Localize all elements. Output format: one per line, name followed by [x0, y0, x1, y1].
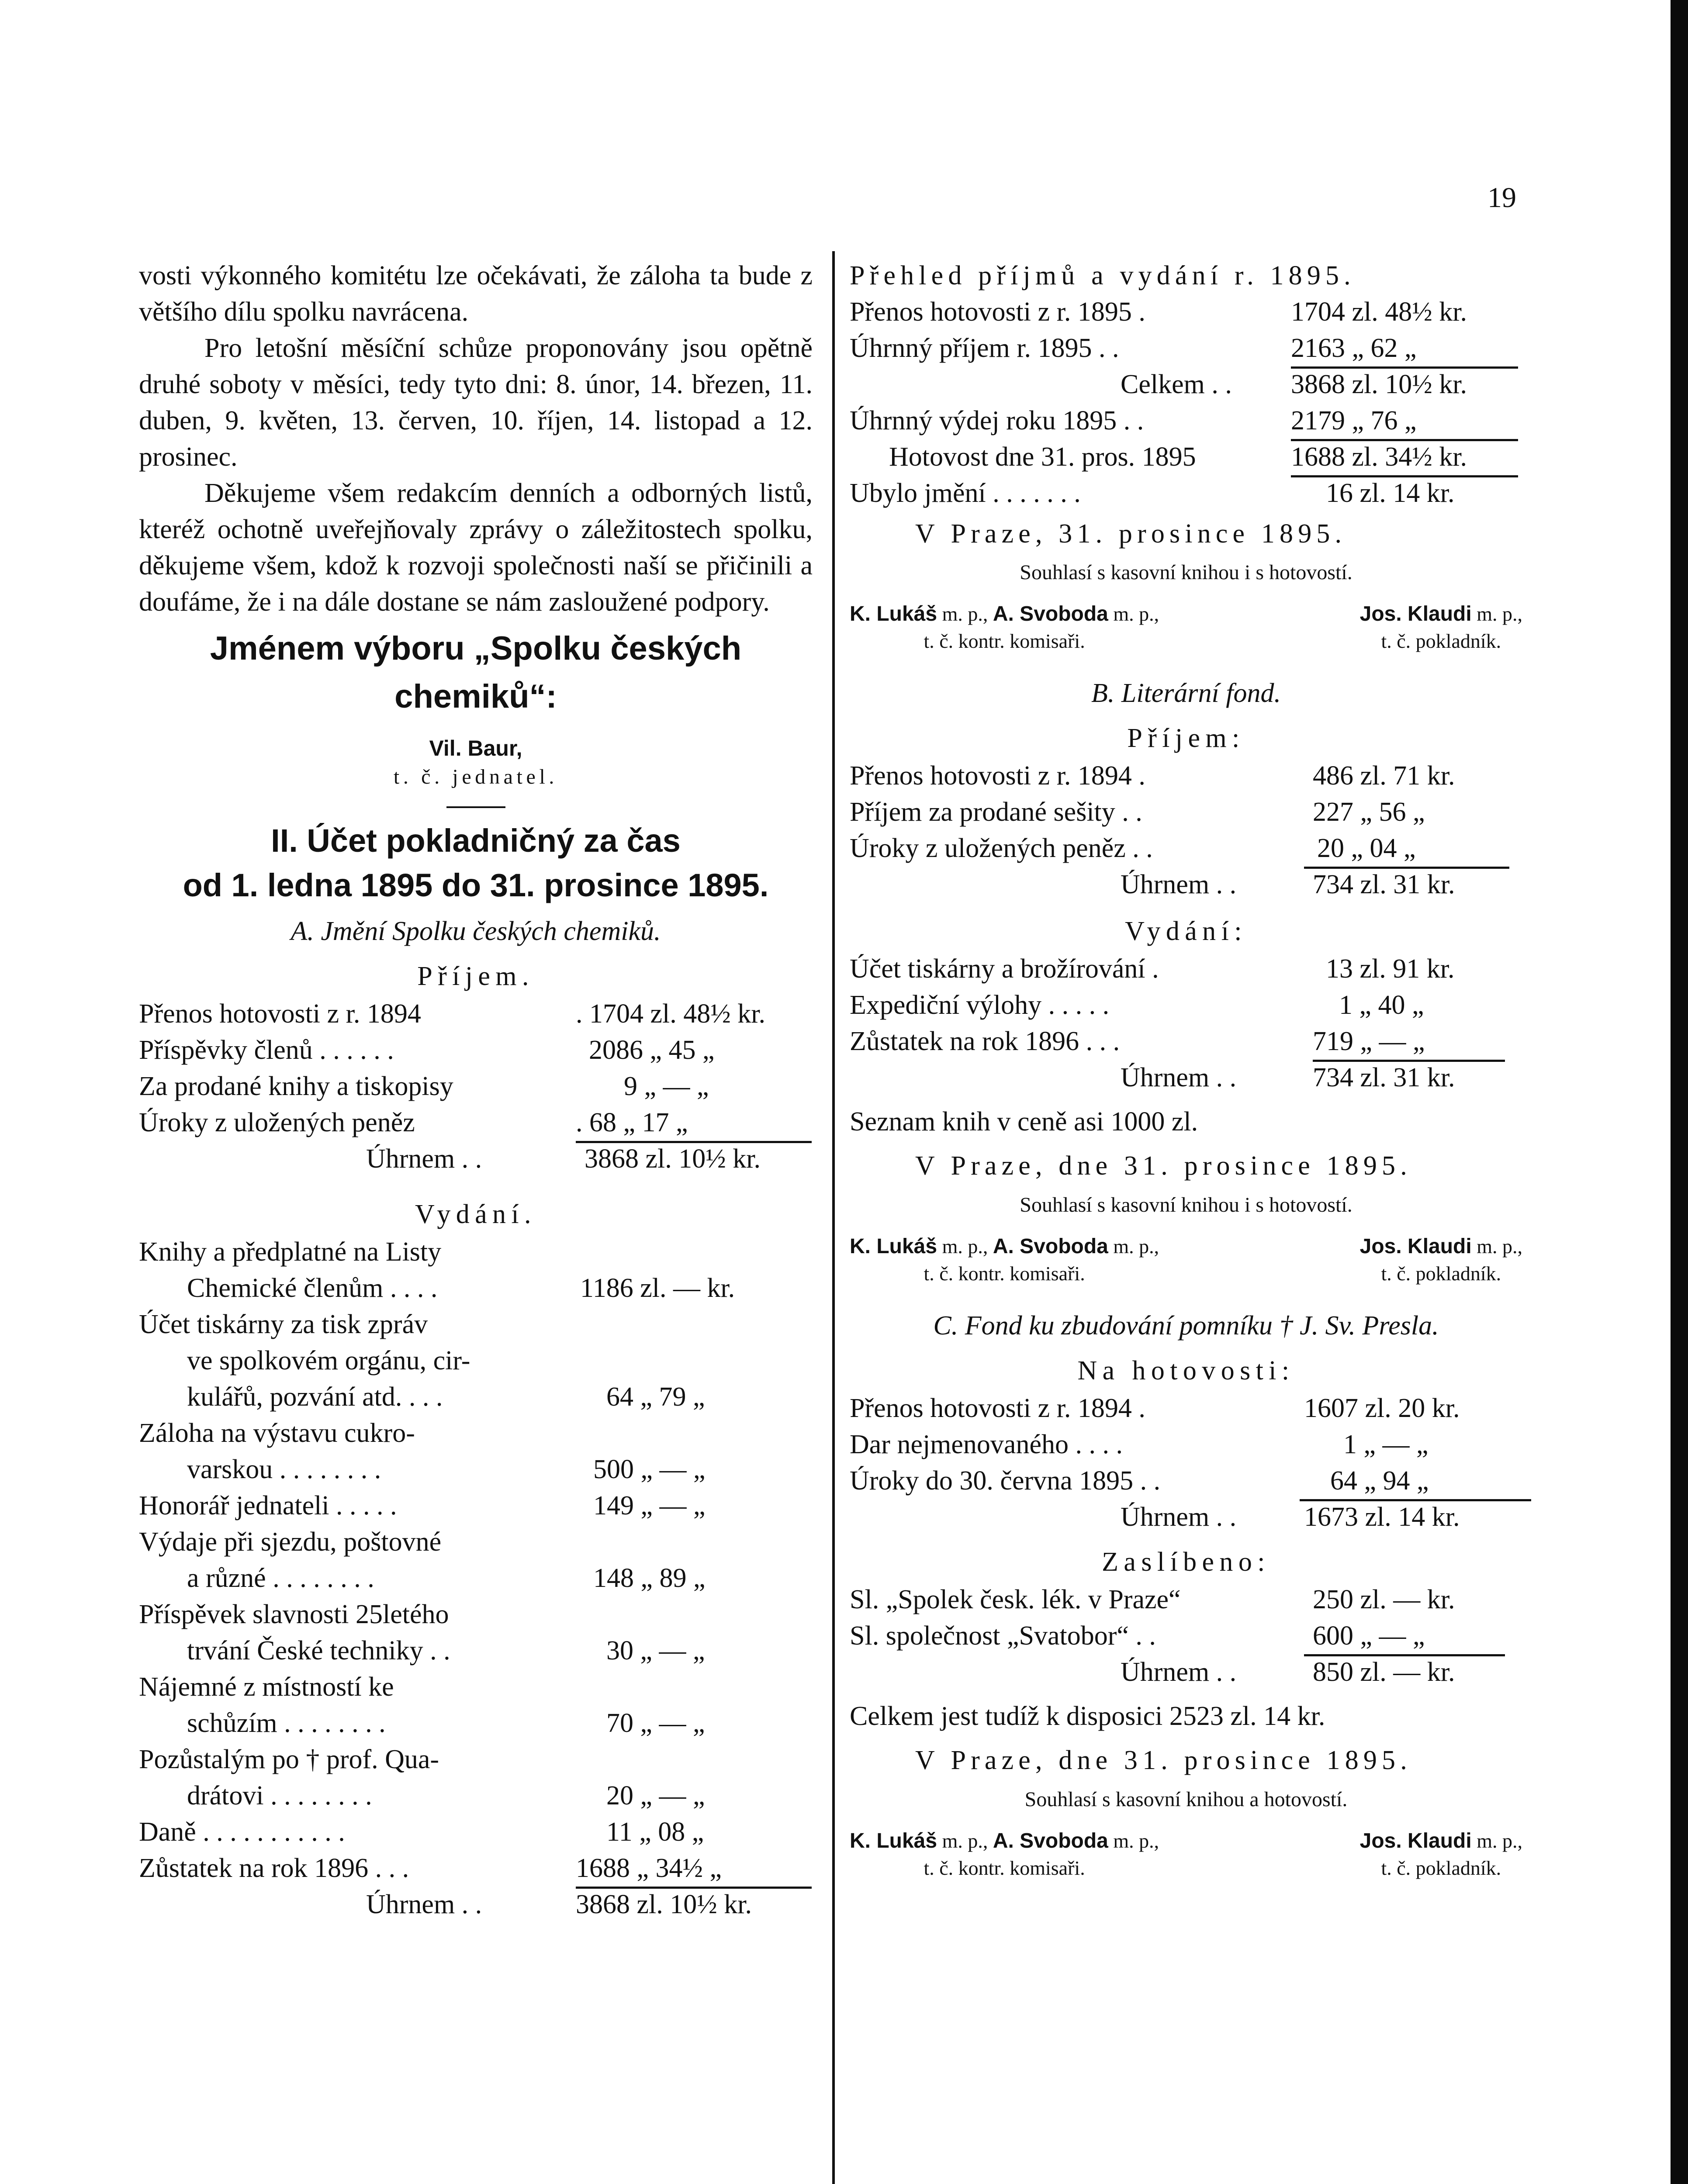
signer	[850, 601, 1159, 655]
expense-amount: 500 „ — „	[593, 1455, 706, 1484]
expense-heading: Vydání.	[415, 1199, 536, 1229]
signer	[1360, 1828, 1522, 1882]
b-income-amount: 20 „ 04 „	[1304, 830, 1509, 869]
agree-note-2: Souhlasí s kasovní knihou i s hotovostí.	[1020, 1193, 1352, 1216]
signature-heading: Jménem výboru „Spolku českých chemiků“:	[210, 630, 742, 715]
c-cash-amount: 1607 zl. 20 kr.	[1304, 1393, 1460, 1423]
date-1: V Praze, 31. prosince 1895.	[915, 519, 1347, 549]
signer	[850, 1233, 1159, 1287]
expense-row	[139, 1814, 813, 1850]
income-row	[139, 1032, 813, 1068]
right-column	[850, 258, 1522, 1882]
subsection-b-title: B. Literární fond.	[1091, 678, 1281, 708]
income-total-label: Úhrnem . .	[366, 1144, 482, 1174]
b-expense-row	[850, 987, 1522, 1023]
income-total-row	[139, 1141, 813, 1177]
expense-amount: 149 „ — „	[593, 1491, 706, 1521]
expense-row	[139, 1415, 813, 1451]
overview-amount: 3868 zl. 10½ kr.	[1291, 370, 1467, 399]
scan-edge	[1671, 0, 1688, 2184]
agree-note-1: Souhlasí s kasovní knihou i s hotovostí.	[1020, 561, 1352, 584]
b-income-heading: Příjem:	[1127, 723, 1245, 753]
left-column	[139, 258, 813, 1923]
b-expense-heading: Vydání:	[1125, 916, 1247, 946]
overview-row	[850, 294, 1522, 330]
b-income-label: Úroky z uložených peněz . .	[850, 833, 1153, 863]
overview-label: Hotovost dne 31. pros. 1895	[889, 442, 1196, 472]
c-cash-label: Úhrnem . .	[1121, 1502, 1237, 1532]
signer-role: t. č. kontr. komisaři.	[924, 1857, 1085, 1879]
c-cash-heading: Na hotovosti:	[1077, 1356, 1295, 1386]
signer-role: t. č. pokladník.	[1381, 630, 1501, 652]
c-cash-amount: 1 „ — „	[1343, 1430, 1429, 1459]
expense-row	[139, 1597, 813, 1633]
b-expense-row	[850, 951, 1522, 987]
signer-name: A. Svoboda	[993, 1829, 1108, 1852]
expense-row	[139, 1778, 813, 1814]
expense-row	[139, 1524, 813, 1560]
expense-label: trvání České techniky . .	[187, 1636, 450, 1666]
c-cash-label: Přenos hotovosti z r. 1894 .	[850, 1393, 1145, 1423]
income-label: Přenos hotovosti z r. 1894	[139, 999, 421, 1029]
c-pledged-total-row	[850, 1654, 1522, 1690]
expense-row	[139, 1633, 813, 1669]
expense-amount: 1688 „ 34½ „	[576, 1850, 812, 1889]
b-expense-amount: 13 zl. 91 kr.	[1326, 954, 1455, 984]
expense-row	[139, 1488, 813, 1524]
signer-name: K. Lukáš	[850, 1235, 937, 1258]
b-income-label: Přenos hotovosti z r. 1894 .	[850, 761, 1145, 791]
overview-row	[850, 366, 1522, 403]
expense-label: Záloha na výstavu cukro-	[139, 1418, 415, 1448]
income-row	[139, 1105, 813, 1141]
overview-label: Úhrnný příjem r. 1895 . .	[850, 333, 1119, 363]
c-pledged-amount: 250 zl. — kr.	[1313, 1585, 1455, 1614]
signer-name: A. Svoboda	[993, 602, 1108, 625]
c-cash-label: Dar nejmenovaného . . . .	[850, 1430, 1123, 1459]
signer-suffix: m. p.,	[1477, 603, 1522, 625]
c-pledged-amount: 850 zl. — kr.	[1313, 1657, 1455, 1687]
income-amount: . 68 „ 17 „	[576, 1105, 812, 1143]
signer-name: K. Lukáš	[850, 602, 937, 625]
signer-suffix: m. p.,	[1477, 1830, 1522, 1852]
expense-row	[139, 1270, 813, 1306]
overview-label: Přenos hotovosti z r. 1895 .	[850, 297, 1145, 327]
income-amount: 9 „ — „	[624, 1071, 709, 1101]
expense-amount: 20 „ — „	[606, 1781, 705, 1811]
expense-row	[139, 1705, 813, 1742]
c-cash-amount: 64 „ 94 „	[1300, 1463, 1531, 1501]
signer-role: t. č. kontr. komisaři.	[924, 1262, 1085, 1285]
subsection-a-title: A. Jmění Spolku českých chemiků.	[291, 916, 661, 946]
overview-row	[850, 439, 1522, 475]
c-cash-row	[850, 1427, 1522, 1463]
signer-suffix: m. p.,	[942, 603, 988, 625]
expense-row	[139, 1379, 813, 1415]
c-pledged-heading: Zaslíbeno:	[1102, 1547, 1270, 1577]
income-label: Za prodané knihy a tiskopisy	[139, 1071, 453, 1101]
expense-amount: 1186 zl. — kr.	[580, 1273, 735, 1303]
section-title-2: od 1. ledna 1895 do 31. prosince 1895.	[183, 867, 769, 903]
expense-row	[139, 1560, 813, 1597]
expense-row	[139, 1234, 813, 1270]
c-cash-row	[850, 1463, 1522, 1499]
b-expense-label: Expediční výlohy . . . . .	[850, 990, 1110, 1020]
expense-amount: 30 „ — „	[606, 1636, 705, 1666]
expense-row	[139, 1343, 813, 1379]
b-income-label: Úhrnem . .	[1121, 870, 1237, 899]
c-pledged-row	[850, 1582, 1522, 1618]
b-expense-label: Účet tiskárny a brožírování .	[850, 954, 1159, 984]
section-title-1: II. Účet pokladničný za čas	[271, 822, 681, 859]
books-note: Seznam knih v ceně asi 1000 zl.	[850, 1107, 1198, 1137]
signer-role: t. č. kontr. komisaři.	[924, 630, 1085, 652]
signer	[1360, 1233, 1522, 1287]
expense-label: ve spolkovém orgánu, cir-	[187, 1346, 470, 1375]
signer-role: t. č. jednatel.	[393, 765, 558, 788]
expense-label: kulářů, pozvání atd. . . .	[187, 1382, 443, 1412]
expense-label: Zůstatek na rok 1896 . . .	[139, 1853, 409, 1883]
b-expense-label: Zůstatek na rok 1896 . . .	[850, 1026, 1120, 1056]
agree-note-3: Souhlasí s kasovní knihou a hotovostí.	[1024, 1788, 1348, 1811]
expense-amount: 148 „ 89 „	[593, 1563, 706, 1593]
paragraph-2: Pro letošní měsíční schůze proponovány jsou opětně druhé soboty v měsíci, tedy tyto dni: 8. únor, 14. březen, 11. duben, 9. květen, 13. červen, 10. říjen, 14. listopad a 12. prosinec.	[139, 333, 813, 472]
expense-label: varskou . . . . . . . .	[187, 1455, 381, 1484]
expense-label: Výdaje při sjezdu, poštovné	[139, 1527, 442, 1557]
income-label: Příspěvky členů . . . . . .	[139, 1035, 394, 1065]
overview-amount: 1688 zl. 34½ kr.	[1291, 439, 1518, 477]
overview-row	[850, 475, 1522, 511]
signer	[1360, 601, 1522, 655]
column-divider	[832, 251, 835, 2184]
b-income-amount: 734 zl. 31 kr.	[1313, 870, 1455, 899]
income-amount: . 1704 zl. 48½ kr.	[576, 999, 765, 1029]
expense-label: Daně . . . . . . . . . . .	[139, 1817, 345, 1847]
signer-name: Vil. Baur,	[429, 736, 522, 760]
overview-amount: 2163 „ 62 „	[1291, 330, 1518, 369]
c-available: Celkem jest tudíž k disposici 2523 zl. 14 kr.	[850, 1701, 1325, 1731]
b-income-row	[850, 794, 1522, 830]
c-cash-row	[850, 1390, 1522, 1427]
signer-name: Jos. Klaudi	[1359, 602, 1472, 625]
date-2: V Praze, dne 31. prosince 1895.	[915, 1151, 1412, 1181]
c-pledged-row	[850, 1618, 1522, 1654]
paragraph-1: vosti výkonného komitétu lze očekávati, že záloha ta bude z většího dílu spolku navrácena.	[139, 261, 813, 327]
b-expense-amount: 719 „ — „	[1313, 1023, 1505, 1062]
signer-suffix: m. p.,	[942, 1235, 988, 1258]
expense-amount: 70 „ — „	[606, 1708, 705, 1738]
overview-row	[850, 403, 1522, 439]
signer-role: t. č. pokladník.	[1381, 1262, 1501, 1285]
expense-label: Účet tiskárny za tisk zpráv	[139, 1310, 428, 1339]
expense-row	[139, 1451, 813, 1488]
expense-label: Honorář jednateli . . . . .	[139, 1491, 397, 1521]
expense-total: 3868 zl. 10½ kr.	[576, 1890, 752, 1919]
signer-suffix: m. p.,	[1477, 1235, 1522, 1258]
expense-label: Knihy a předplatné na Listy	[139, 1237, 442, 1267]
signer-name: A. Svoboda	[993, 1235, 1108, 1258]
overview-label: Celkem . .	[1121, 370, 1232, 399]
signer-block	[139, 734, 813, 791]
income-row	[139, 1068, 813, 1105]
overview-amount: 16 zl. 14 kr.	[1326, 478, 1455, 508]
expense-total-label: Úhrnem . .	[366, 1890, 482, 1919]
b-income-amount: 227 „ 56 „	[1313, 797, 1425, 827]
expense-amount: 64 „ 79 „	[606, 1382, 705, 1412]
b-expense-row	[850, 1023, 1522, 1060]
expense-label: Příspěvek slavnosti 25letého	[139, 1600, 449, 1629]
b-income-amount: 486 zl. 71 kr.	[1313, 761, 1455, 791]
expense-row	[139, 1306, 813, 1343]
b-expense-label: Úhrnem . .	[1121, 1063, 1237, 1092]
expense-label: schůzím . . . . . . . .	[187, 1708, 386, 1738]
c-cash-total-row	[850, 1499, 1522, 1535]
overview-amount: 2179 „ 76 „	[1291, 403, 1518, 441]
overview-row	[850, 330, 1522, 366]
income-total: 3868 zl. 10½ kr.	[585, 1144, 761, 1174]
overview-amount: 1704 zl. 48½ kr.	[1291, 297, 1467, 327]
signer-name: Jos. Klaudi	[1359, 1235, 1472, 1258]
subsection-c-title: C. Fond ku zbudování pomníku † J. Sv. Presla.	[933, 1311, 1439, 1341]
expense-label: Chemické členům . . . .	[187, 1273, 438, 1303]
overview-heading: Přehled příjmů a vydání r. 1895.	[850, 261, 1356, 290]
overview-label: Ubylo jmění . . . . . . .	[850, 478, 1081, 508]
expense-row	[139, 1669, 813, 1705]
overview-label: Úhrnný výdej roku 1895 . .	[850, 406, 1144, 435]
signer	[850, 1828, 1159, 1882]
paragraph-3: Děkujeme všem redakcím denních a odborných listů, kteréž ochotně uveřejňovaly zprávy o záležitostech spolku, děkujeme všem, kdož k rozvoji společnosti naší se přičinili a doufáme, že i na dále dostane se nám zasloužené podpory.	[139, 478, 813, 617]
income-label: Úroky z uložených peněz	[139, 1108, 415, 1137]
signer-suffix: m. p.,	[1113, 1830, 1159, 1852]
expense-total-row	[139, 1887, 813, 1923]
c-pledged-amount: 600 „ — „	[1304, 1618, 1505, 1656]
c-pledged-label: Úhrnem . .	[1121, 1657, 1237, 1687]
signer-name: K. Lukáš	[850, 1829, 937, 1852]
b-income-row	[850, 758, 1522, 794]
b-expense-amount: 734 zl. 31 kr.	[1313, 1063, 1455, 1092]
expense-row	[139, 1742, 813, 1778]
signers-2	[850, 1233, 1522, 1287]
expense-label: Pozůstalým po † prof. Qua-	[139, 1745, 439, 1774]
expense-label: Nájemné z místností ke	[139, 1672, 394, 1702]
b-expense-amount: 1 „ 40 „	[1339, 990, 1424, 1020]
signer-suffix: m. p.,	[1113, 1235, 1159, 1258]
b-income-row	[850, 830, 1522, 867]
income-amount: 2086 „ 45 „	[589, 1035, 715, 1065]
expense-label: a různé . . . . . . . .	[187, 1563, 374, 1593]
expense-label: drátovi . . . . . . . .	[187, 1781, 372, 1811]
b-income-total-row	[850, 867, 1522, 903]
income-row	[139, 996, 813, 1032]
b-expense-total-row	[850, 1060, 1522, 1096]
signer-name: Jos. Klaudi	[1359, 1829, 1472, 1852]
page-number: 19	[1487, 182, 1516, 214]
signer-suffix: m. p.,	[1113, 603, 1159, 625]
signer-suffix: m. p.,	[942, 1830, 988, 1852]
c-cash-amount: 1673 zl. 14 kr.	[1304, 1502, 1460, 1532]
signer-role: t. č. pokladník.	[1381, 1857, 1501, 1879]
c-pledged-label: Sl. „Spolek česk. lék. v Praze“	[850, 1585, 1181, 1614]
signers-3	[850, 1828, 1522, 1882]
c-cash-label: Úroky do 30. června 1895 . .	[850, 1466, 1161, 1496]
date-3: V Praze, dne 31. prosince 1895.	[915, 1745, 1412, 1775]
expense-row	[139, 1850, 813, 1887]
expense-amount: 11 „ 08 „	[606, 1817, 704, 1847]
c-pledged-label: Sl. společnost „Svatobor“ . .	[850, 1621, 1156, 1651]
b-income-label: Příjem za prodané sešity . .	[850, 797, 1142, 827]
divider-dash	[446, 806, 505, 808]
signers-1	[850, 601, 1522, 655]
income-heading: Příjem.	[417, 961, 534, 991]
